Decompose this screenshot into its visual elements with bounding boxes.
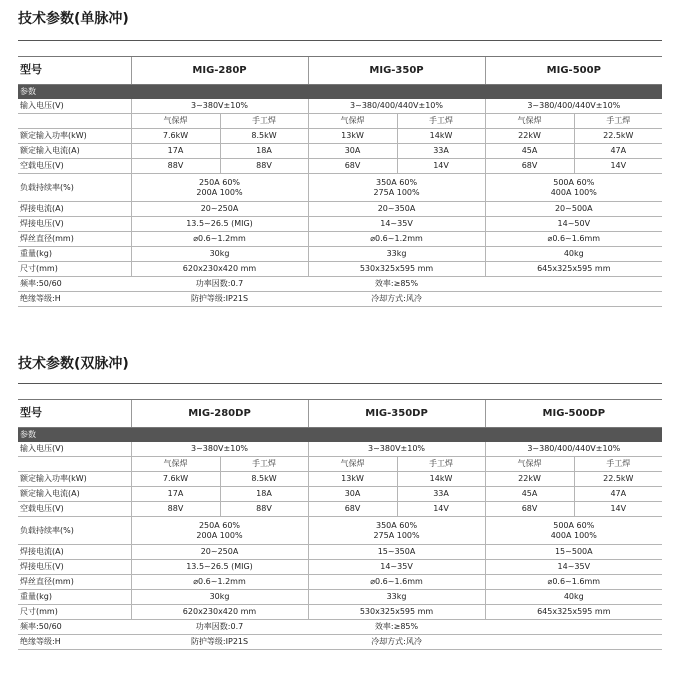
row-label: 焊接电流(A) [18,545,131,560]
model-name: MIG-500P [485,57,662,85]
mode-label: 气保焊 [308,114,397,129]
row-label: 空载电压(V) [18,502,131,517]
table-row [18,560,662,575]
mode-label: 手工焊 [220,457,308,472]
cell-value: 88V [220,159,308,174]
double-pulse-section [18,345,662,683]
duty-cycle-line: 200A 100% [196,187,243,197]
table-row [18,217,662,232]
row-label: 额定输入电流(A) [18,144,131,159]
row-label: 频率:50/60 [18,277,131,292]
duty-cycle-cell [131,517,308,545]
table-row [18,442,662,457]
section-title: 技术参数(单脉冲) [18,11,129,27]
table-row [18,605,662,620]
model-row [18,400,662,428]
duty-cycle-line: 350A 60% [375,177,418,187]
table-row [18,262,662,277]
mode-label: 气保焊 [485,114,574,129]
cell-value: 3~380/400/440V±10% [485,442,662,457]
row-label: 尺寸(mm) [18,262,131,277]
cell-value: 18A [220,487,308,502]
cell-value: 68V [308,159,397,174]
model-name: MIG-280DP [131,400,308,428]
model-name: MIG-350DP [308,400,485,428]
cell-value: 47A [574,487,662,502]
cell-value: 15~500A [485,545,662,560]
cell-value: 530x325x595 mm [308,262,485,277]
section-divider [18,383,662,384]
cell-value: 7.6kW [131,472,220,487]
duty-cycle-line: 500A 60% [553,177,595,187]
table-row [18,635,662,650]
section-title: 技术参数(双脉冲) [18,356,129,372]
cell-value: 30A [308,487,397,502]
cell-value [485,277,662,292]
cell-value: ⌀0.6~1.2mm [131,575,308,590]
cell-value: 14~35V [308,217,485,232]
table-row [18,545,662,560]
row-label: 负载持续率(%) [18,174,131,202]
cell-value: 22kW [485,472,574,487]
cell-value: 530x325x595 mm [308,605,485,620]
cell-value: 30kg [131,590,308,605]
cell-value: 18A [220,144,308,159]
mode-label: 手工焊 [574,114,662,129]
cell-value: 3~380/400/440V±10% [308,99,485,114]
cell-value: 13kW [308,129,397,144]
cell-value: 功率因数:0.7 [131,277,308,292]
mode-label: 手工焊 [397,114,485,129]
mode-label: 手工焊 [220,114,308,129]
table-row [18,487,662,502]
mode-label: 气保焊 [131,457,220,472]
cell-value: 效率:≥85% [308,620,485,635]
section-divider [18,40,662,41]
duty-cycle-line: 275A 100% [373,530,420,540]
cell-value: 47A [574,144,662,159]
model-row [18,57,662,85]
cell-value: 33A [397,144,485,159]
cell-value: 14~50V [485,217,662,232]
table-row [18,292,662,307]
model-name: MIG-350P [308,57,485,85]
cell-value: 3~380V±10% [131,99,308,114]
cell-value: 22.5kW [574,129,662,144]
row-label [18,457,131,472]
duty-cycle-cell [131,174,308,202]
cell-value: 13.5~26.5 (MIG) [131,560,308,575]
cell-value: 17A [131,144,220,159]
cell-value: ⌀0.6~1.6mm [308,575,485,590]
spec-table [18,56,662,307]
cell-value: 33kg [308,247,485,262]
row-label [18,114,131,129]
row-label: 负载持续率(%) [18,517,131,545]
cell-value: 45A [485,144,574,159]
duty-cycle-cell [308,517,485,545]
mode-label: 气保焊 [131,114,220,129]
cell-value: 14~35V [485,560,662,575]
cell-value: 645x325x595 mm [485,262,662,277]
cell-value: 33kg [308,590,485,605]
cell-value: 88V [131,159,220,174]
cell-value: 68V [308,502,397,517]
duty-cycle-line: 250A 60% [198,520,241,530]
table-row [18,144,662,159]
cell-value: 防护等级:IP21S [131,635,308,650]
cell-value: ⌀0.6~1.2mm [308,232,485,247]
row-label: 输入电压(V) [18,99,131,114]
row-label: 焊丝直径(mm) [18,575,131,590]
model-name: MIG-280P [131,57,308,85]
cell-value: 功率因数:0.7 [131,620,308,635]
mode-label: 气保焊 [485,457,574,472]
cell-value: 14kW [397,129,485,144]
cell-value: ⌀0.6~1.6mm [485,575,662,590]
duty-cycle-line: 400A 100% [550,187,597,197]
cell-value: 8.5kW [220,129,308,144]
table-row [18,472,662,487]
table-row [18,502,662,517]
model-header: 型号 [18,57,131,85]
duty-cycle-line: 400A 100% [550,530,597,540]
cell-value: 8.5kW [220,472,308,487]
cell-value: 20~500A [485,202,662,217]
duty-cycle-cell [485,517,662,545]
spec-table [18,399,662,650]
cell-value [485,635,662,650]
table-row [18,174,662,202]
single-pulse-section [18,0,662,330]
cell-value: 45A [485,487,574,502]
row-label: 焊接电流(A) [18,202,131,217]
cell-value: 30A [308,144,397,159]
cell-value: 3~380V±10% [308,442,485,457]
duty-cycle-line: 200A 100% [196,530,243,540]
cell-value: 68V [485,159,574,174]
cell-value: 14V [397,159,485,174]
row-label: 绝缘等级:H [18,635,131,650]
cell-value: 20~350A [308,202,485,217]
row-label: 额定输入功率(kW) [18,129,131,144]
row-label: 额定输入电流(A) [18,487,131,502]
duty-cycle-cell [308,174,485,202]
row-label: 绝缘等级:H [18,292,131,307]
cell-value: 645x325x595 mm [485,605,662,620]
table-row [18,620,662,635]
cell-value [485,620,662,635]
cell-value: 88V [220,502,308,517]
cell-value: 22.5kW [574,472,662,487]
cell-value: 冷却方式:风冷 [308,635,485,650]
row-label: 输入电压(V) [18,442,131,457]
cell-value: 33A [397,487,485,502]
cell-value: 防护等级:IP21S [131,292,308,307]
cell-value: 15~350A [308,545,485,560]
model-header: 型号 [18,400,131,428]
cell-value: 效率:≥85% [308,277,485,292]
cell-value: 88V [131,502,220,517]
cell-value: 40kg [485,247,662,262]
cell-value: 620x230x420 mm [131,262,308,277]
cell-value: 13kW [308,472,397,487]
cell-value: 620x230x420 mm [131,605,308,620]
row-label: 焊接电压(V) [18,217,131,232]
cell-value: 14kW [397,472,485,487]
table-row [18,202,662,217]
cell-value: 17A [131,487,220,502]
cell-value: 68V [485,502,574,517]
mode-row [18,457,662,472]
cell-value: 14V [574,502,662,517]
cell-value: ⌀0.6~1.6mm [485,232,662,247]
table-row [18,277,662,292]
parameter-header-row [18,428,662,442]
cell-value: 20~250A [131,202,308,217]
row-label: 频率:50/60 [18,620,131,635]
mode-label: 气保焊 [308,457,397,472]
cell-value: 40kg [485,590,662,605]
table-row [18,247,662,262]
cell-value [485,292,662,307]
row-label: 尺寸(mm) [18,605,131,620]
cell-value: 22kW [485,129,574,144]
row-label: 空载电压(V) [18,159,131,174]
parameter-header: 参数 [18,428,662,442]
cell-value: 冷却方式:风冷 [308,292,485,307]
model-name: MIG-500DP [485,400,662,428]
duty-cycle-line: 250A 60% [198,177,241,187]
row-label: 重量(kg) [18,247,131,262]
table-row [18,99,662,114]
cell-value: 7.6kW [131,129,220,144]
row-label: 重量(kg) [18,590,131,605]
cell-value: 3~380V±10% [131,442,308,457]
mode-row [18,114,662,129]
table-row [18,232,662,247]
duty-cycle-cell [485,174,662,202]
table-row [18,575,662,590]
table-row [18,129,662,144]
cell-value: ⌀0.6~1.2mm [131,232,308,247]
duty-cycle-line: 350A 60% [375,520,418,530]
row-label: 焊丝直径(mm) [18,232,131,247]
cell-value: 13.5~26.5 (MIG) [131,217,308,232]
table-row [18,159,662,174]
row-label: 额定输入功率(kW) [18,472,131,487]
mode-label: 手工焊 [397,457,485,472]
row-label: 焊接电压(V) [18,560,131,575]
cell-value: 20~250A [131,545,308,560]
duty-cycle-line: 500A 60% [553,520,595,530]
duty-cycle-line: 275A 100% [373,187,420,197]
table-row [18,590,662,605]
table-row [18,517,662,545]
cell-value: 14V [574,159,662,174]
cell-value: 30kg [131,247,308,262]
mode-label: 手工焊 [574,457,662,472]
parameter-header: 参数 [18,85,662,99]
cell-value: 14V [397,502,485,517]
cell-value: 14~35V [308,560,485,575]
parameter-header-row [18,85,662,99]
cell-value: 3~380/400/440V±10% [485,99,662,114]
